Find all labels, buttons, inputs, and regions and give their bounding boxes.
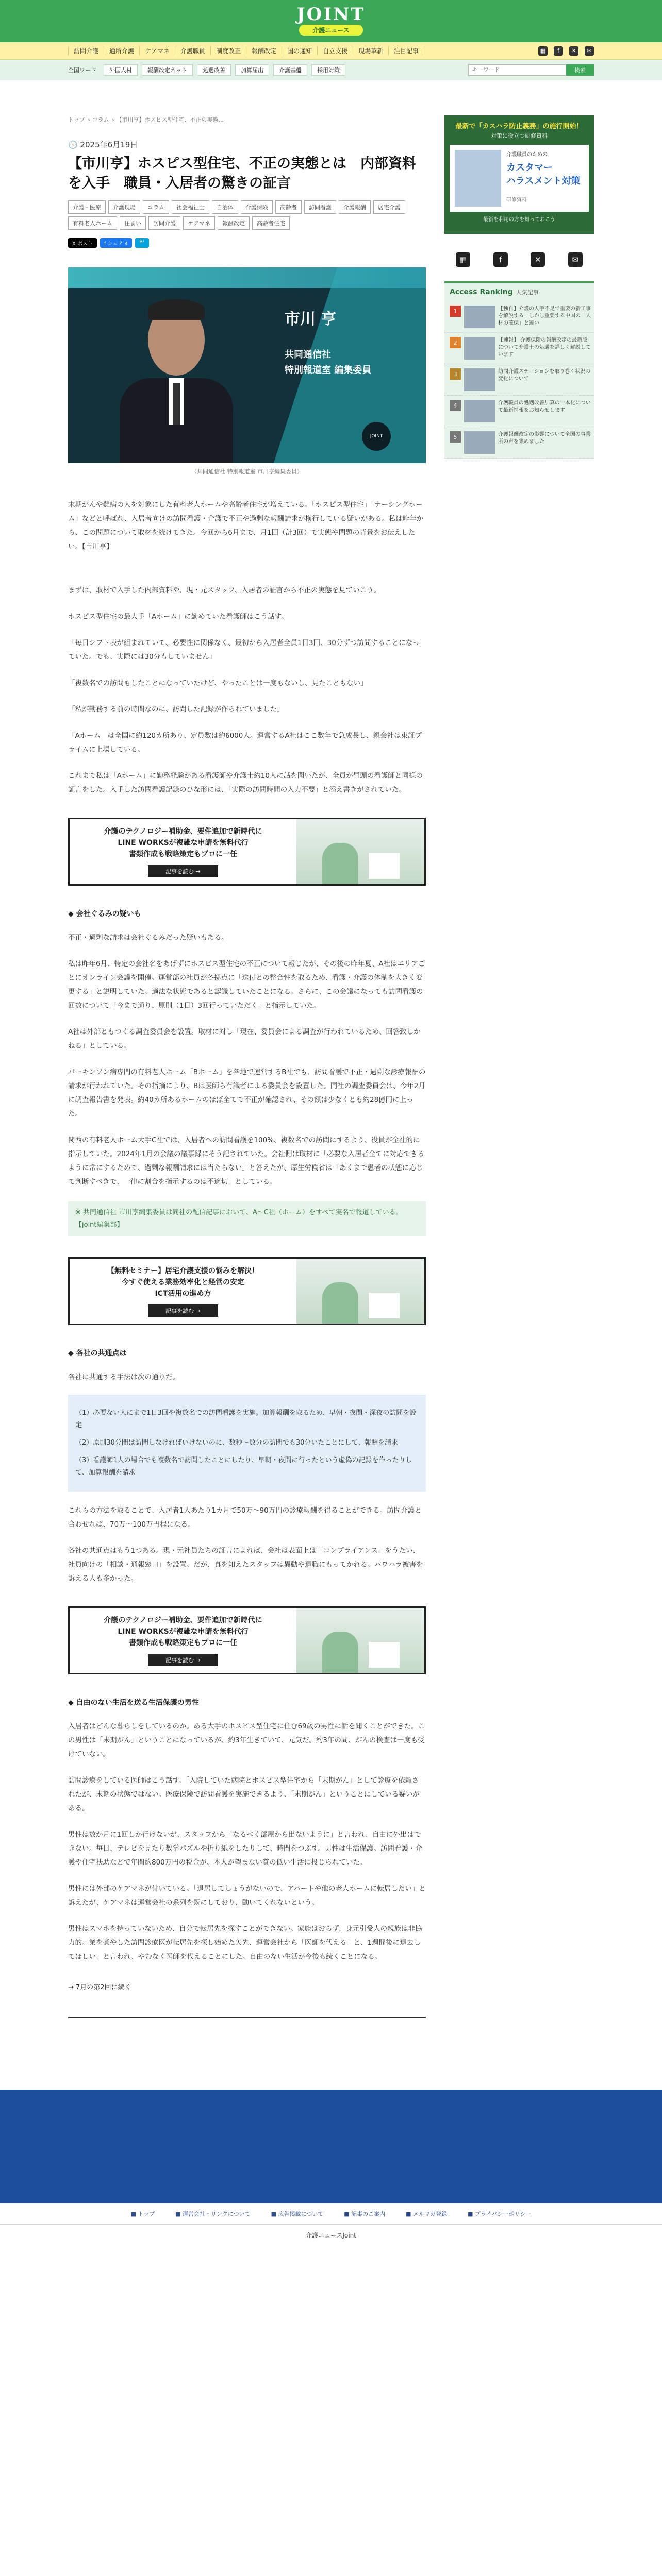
paragraph: 男性は数か月に1回しか行けないが、スタッフから「なるべく部屋から出ないように」と言われ、自由に外出はできない。毎日、テレビを見たり数学パズルや折り紙をしたりして、時間をつぶす。男性は生活保護。訪問看護・介護や住宅扶助などで年間約800万円の税金が、本人が望まない質の低い生活に投じられていた。 [68, 1831, 422, 1867]
search-box [468, 64, 594, 76]
rank-thumbnail [464, 400, 495, 422]
paragraph: 各社に共通する手法は次の通りだ。 [68, 1373, 179, 1381]
ad-banner[interactable] [68, 1606, 426, 1674]
footer-link[interactable]: ■ プライバシーポリシー [468, 2210, 532, 2217]
ad-line: ICT活用の進め方 [155, 1290, 211, 1298]
nav-item[interactable]: 介護職員 [175, 46, 211, 55]
ad-line: 介護のテクノロジー補助金、要件追加で新時代に [104, 1616, 262, 1624]
ad-line: LINE WORKSが複雑な申請を無料代行 [118, 1628, 249, 1636]
rank-title: 介護職員の処遇改善加算の一本化について最新情報をお知らせします [498, 400, 591, 413]
paragraph: 末期がんや難病の人を対象にした有料老人ホームや高齢者住宅が増えている。「ホスピス型住宅」「ナーシングホーム」などと呼ばれ、入居者向けの訪問看護・介護で不正や過剰な報酬請求が横行している疑いがある。私は昨年から、この問題について取材を続けてきた。今回から6月まで、月1回（計3回）で実態や問題の背景をお伝えしたい。【市川亨】 [68, 501, 424, 551]
site-logo[interactable] [152, 4, 510, 36]
nav-item[interactable]: ケアマネ [140, 46, 175, 55]
date-text: 2025年6月19日 [80, 140, 138, 149]
x-icon[interactable]: ✕ [569, 46, 578, 56]
nav-item[interactable]: 現場革新 [353, 46, 389, 55]
ranking-item[interactable] [444, 396, 594, 427]
ranking-item[interactable] [444, 427, 594, 459]
article-date: 🕓 2025年6月19日 [68, 140, 138, 149]
ad-line: 今すぐ使える業務効率化と経営の安定 [122, 1278, 244, 1286]
divider [68, 2017, 426, 2018]
ranking-header: Access Ranking 人気記事 [444, 283, 594, 301]
breadcrumb-item: 【市川亨】ホスピス型住宅、不正の実態... [116, 116, 224, 123]
paragraph: これらの方法を取ることで、入居者1人あたり1カ月で50万〜90万円の診療報酬を得ることができる。訪問介護と合わせれば、70万〜100万円程になる。 [68, 1506, 422, 1529]
ranking-item[interactable] [444, 364, 594, 396]
logo-subtitle: 介護ニュース [299, 25, 362, 36]
ad-line: 書類作成も戦略策定もプロに一任 [129, 1639, 237, 1647]
keyword-tag[interactable]: 外国人材 [104, 64, 138, 76]
paragraph: 各社の共通点はもう1つある。現・元社員たちの証言によれば、会社は表面上は「コンプライアンス」をうたい、社員向けの「相談・通報窓口」を設置。だが、真を知えたスタッフは異動や退職にもってかれる。パワハラ被害を訴える人も多かった。 [68, 1547, 423, 1583]
paragraph: 入居者はどんな暮らしをしているのか。ある大手のホスピス型住宅に住む69歳の男性に話を聞くことができた。この男性は「末期がん」ということになっているが、約3年生きていて、元気だ。約3年の間、がんの検査は一度も受けていない。 [68, 1722, 425, 1758]
keyword-tag[interactable]: 報酬改定ネット [142, 64, 193, 76]
breadcrumb-item[interactable]: コラム [92, 116, 109, 123]
ad-image [296, 1259, 424, 1324]
footer-links [0, 2203, 662, 2225]
copyright: 介護ニュースJoint [306, 2232, 356, 2239]
article-tag[interactable]: 介護報酬 [339, 200, 371, 214]
breadcrumb-item[interactable]: トップ [68, 116, 85, 123]
ranking-item[interactable] [444, 333, 594, 364]
sub-nav [0, 60, 662, 80]
article-tag[interactable]: 自治体 [212, 200, 238, 214]
banner-big-text: カスタマー ハラスメント対策 [506, 162, 581, 187]
header-social [538, 46, 594, 56]
article-tag[interactable]: 訪問看護 [304, 200, 336, 214]
rank-number: 2 [450, 337, 461, 348]
paragraph: 「私が勤務する前の時間なのに、訪問した記録が作られていました」 [68, 705, 284, 714]
article-tag[interactable]: 有料老人ホーム [68, 216, 117, 230]
article-tags [68, 200, 408, 230]
keyword-tag[interactable]: 処遇改善 [197, 64, 231, 76]
paragraph: 関西の有料老人ホーム大手C社では、入居者への訪問看護を100%、複数名での訪問にするよう、役員が全社的に指示していた。2024年1月の会議の議事録にそう記されていた。会社側は取材に「必要な入居者全てに対応できるように常にするためで、過剰な報酬請求には当たらない」と答えたが、厚生労働省は「あくまで患者の状態に応じて判断すべきで、一律に割合を指示するのは不適切」としている。 [68, 1136, 424, 1186]
rank-number: 3 [450, 368, 461, 380]
section-heading: ◆ 会社ぐるみの疑いも [68, 910, 141, 918]
rank-title: 【速報】 介護保険の報酬改定の最新版について介護士の処遇を詳しく解説しています [498, 337, 591, 358]
banner-title: 最新で「カスハラ防止義務」の施行開始！ [455, 123, 583, 130]
rank-thumbnail [464, 306, 495, 328]
article-tag[interactable]: 訪問介護 [148, 216, 180, 230]
paragraph: 「複数名での訪問もしたことになっていたけど、やったことは一度もないし、見たこともない」 [68, 679, 368, 687]
tags-label: 全国ワード [68, 67, 96, 74]
ad-cta-button[interactable]: 記事を読む → [148, 1654, 218, 1666]
share-facebook-button[interactable]: f シェア 4 [100, 238, 132, 248]
paragraph: ホスピス型住宅の最大手「Aホーム」に勤めていた看護師はこう話す。 [68, 613, 288, 621]
hero-badge: JOINT [362, 422, 391, 451]
banner-subtitle: 対策に役立つ研修資料 [491, 132, 548, 139]
next-article-link[interactable]: → 7月の第2回に続く [68, 1984, 131, 1991]
nav-item[interactable]: 国の通知 [282, 46, 318, 55]
paragraph: 不正・過剰な請求は会社ぐるみだった疑いもある。 [68, 934, 228, 942]
paragraph: これまで私は「Aホーム」に勤務経験がある看護師や介護士約10人に話を聞いたが、全員が冒頭の看護師と同様の証言をした。入手した訪問看護記録のひな形には、「実際の訪問時間の入力不要」と添え書きがされていた。 [68, 772, 423, 794]
article-tag[interactable]: 介護・医療 [68, 200, 106, 214]
rank-number: 4 [450, 400, 461, 411]
method-list [68, 1395, 426, 1492]
paragraph: 私は昨年6月、特定の会社名をあげずにホスピス型住宅の不正について報じたが、その後の昨年夏、A社はエリアごとにオンライン会議を開催。運営部の社員が各拠点に「送付との整合性を取るため、看護・介護の体制を大きく変更する」と説明していた。適法な状態であると認識していたことになる。さらに、この会議になっても訪問看護の回数について「今まで通り、原則（1日）3回行っていただく」と指示していた。 [68, 960, 425, 1010]
paragraph: まずは、取材で入手した内部資料や、現・元スタッフ、入居者の証言から不正の実態を見ていこう。 [68, 586, 381, 595]
footer-link[interactable]: ■ 広告掲載について [271, 2210, 324, 2217]
breadcrumb: トップ › コラム › 【市川亨】ホスピス型住宅、不正の実態... [68, 116, 224, 123]
search-button[interactable]: 検索 [566, 64, 594, 76]
section-heading: ◆ 自由のない生活を送る生活保護の男性 [68, 1699, 199, 1707]
article-tag[interactable]: 高齢者住宅 [252, 216, 290, 230]
ad-cta-button[interactable]: 記事を読む → [148, 1304, 218, 1317]
ad-line: 書類作成も戦略策定もプロに一任 [129, 850, 237, 858]
article-tag[interactable]: コラム [143, 200, 169, 214]
paragraph: 男性はスマホを持っていないため、自分で転居先を探すことができない。家族はおらず、身元引受人の親族は非協力的。業を煮やした訪問診療医が転居先を探し始めた矢先、運営会社から「医師を代える」と、1週間後に退去してほしい」と言われ、やむなく医師を代えることにした。自由のない生活が今後も続くことになる。 [68, 1925, 422, 1961]
rank-thumbnail [464, 368, 495, 391]
ranking-item[interactable] [444, 301, 594, 333]
ad-banner[interactable] [68, 1257, 426, 1325]
list-item: （2）原則30分間は訪問しなければいけないのに、数秒〜数分の訪問でも30分いたことにして、報酬を請求 [75, 1439, 399, 1447]
list-item: （3）看護師1人の場合でも複数名で訪問したことにしたり、早朝・夜間に行ったという虚偽の記録を作ったりして、加算報酬を請求 [75, 1456, 412, 1477]
nav-item[interactable]: 通所介護 [104, 46, 140, 55]
rank-title: 介護報酬改定の影響について全国の事業所の声を集めました [498, 432, 591, 445]
image-caption: （共同通信社 特別報道室 市川亨編集委員） [191, 468, 303, 475]
rank-thumbnail [464, 431, 495, 454]
article-tag[interactable]: 居宅介護 [373, 200, 405, 214]
nav-item[interactable]: 訪問介護 [68, 46, 104, 55]
sidebar [444, 92, 594, 1991]
section-heading: ◆ 各社の共通点は [68, 1349, 127, 1358]
list-item: （1）必要ない人にまで1日3回や複数名での訪問看護を実施。加算報酬を取るため、早朝・夜間・深夜の訪問を設定 [75, 1409, 417, 1429]
line-icon[interactable]: ▦ [456, 252, 470, 267]
nav-item[interactable]: 注目記事 [389, 46, 424, 55]
facebook-icon[interactable]: f [554, 46, 563, 56]
share-x-button[interactable]: X ポスト [68, 238, 97, 248]
paragraph: 「毎日シフト表が組まれていて、必要性に関係なく、最初から入居者全員1日3回、30分ずつ訪問することになっていた。でも、実際には30分もしていません」 [68, 639, 420, 661]
paragraph: 「Aホーム」は全国に約120カ所あり、定員数は約6000人。運営するA社はここ数年で急成長し、親会社は東証プライムに上場している。 [68, 732, 422, 754]
ad-line: 介護のテクノロジー補助金、要件追加で新時代に [104, 827, 262, 836]
ad-image [296, 1608, 424, 1673]
article-tag[interactable]: 介護現場 [108, 200, 140, 214]
article-tag[interactable]: 住まい [120, 216, 146, 230]
ad-cta-button[interactable]: 記事を読む → [148, 865, 218, 877]
footer-banner [0, 2090, 662, 2203]
rank-title: 訪問介護ステーションを取り巻く状況の変化について [498, 369, 591, 382]
mail-icon[interactable]: ✉ [585, 46, 594, 56]
article-tag[interactable]: 高齢者 [275, 200, 302, 214]
paragraph: パーキンソン病専門の有料老人ホーム「Bホーム」を各地で運営するB社でも、訪問看護で不正・過剰な診療報酬の請求が行われていた。その指摘により、Bは医師ら有識者による委員会を設置した。同社の調査委員会は、今年2月に調査報告書を発表。約40カ所あるホームのほぼ全てで不正が確認され、その額は少なくとも約28億円に上った。 [68, 1068, 426, 1118]
banner-sub-text: 研修資料 [506, 197, 527, 203]
nav-item[interactable]: 報酬改定 [246, 46, 282, 55]
footer-link[interactable]: ■ メルマガ登録 [406, 2210, 448, 2217]
facebook-icon[interactable]: f [493, 252, 508, 267]
paragraph: 男性には外部のケアマネが付いている。「退居してしょうがないので、アパートや他の老人ホームに転居したい」と訴えたが、ケアマネは運営会社の系列を既にしており、動いてくれないという。 [68, 1885, 426, 1907]
sidebar-banner[interactable] [444, 115, 594, 234]
x-icon[interactable]: ✕ [531, 252, 545, 267]
share-buttons [68, 238, 426, 248]
main-nav [0, 42, 662, 60]
paragraph: 訪問診療をしている医師はこう話す。「入院していた病院とホスピス型住宅から「末期がん」として診療を依頼されたが、末期の状態ではない。医療保険で訪問看護を実施できるよう、「末期がん」ということにしている疑いがある。 [68, 1776, 420, 1812]
article-tag[interactable]: 介護保険 [241, 200, 273, 214]
hero-name: 市川 亨 [285, 310, 337, 328]
article-tag[interactable]: ケアマネ [183, 216, 215, 230]
banner-foot: 最新を利用の方を知っておこう [483, 217, 555, 223]
footer-link[interactable]: ■ トップ [130, 2210, 155, 2217]
article-end [68, 2017, 594, 2018]
line-icon[interactable]: ▦ [538, 46, 548, 56]
ad-banner[interactable] [68, 818, 426, 886]
editor-note: ※ 共同通信社 市川亨編集委員は同社の配信記事において、A〜C社（ホーム）をすべて実名で報道している。【joint編集部】 [68, 1201, 426, 1236]
nav-item[interactable]: 自立支援 [318, 46, 353, 55]
article-tag[interactable]: 社会福祉士 [172, 200, 209, 214]
article-main [68, 92, 426, 1991]
ranking-widget [444, 281, 594, 459]
ad-image [296, 819, 424, 884]
banner-image [455, 150, 501, 207]
rank-number: 1 [450, 306, 461, 317]
keyword-tag[interactable]: 介護基盤 [273, 64, 307, 76]
share-hatena-button[interactable]: B! [135, 238, 149, 248]
ad-line: LINE WORKSが複雑な申請を無料代行 [118, 839, 249, 847]
banner-small-text: 介護職員のための [506, 152, 548, 158]
keyword-tag[interactable]: 加算届出 [235, 64, 269, 76]
footer-link[interactable]: ■ 記事のご案内 [344, 2210, 386, 2217]
mail-icon[interactable]: ✉ [568, 252, 583, 267]
article-title: 【市川亨】ホスピス型住宅、不正の実態とは 内部資料を入手 職員・入居者の驚きの証言 [68, 156, 416, 191]
article-body [68, 498, 426, 1991]
paragraph: A社は外部ともつくる調査委員会を設置。取材に対し「現在、委員会による調査が行われているため、回答致しかねる」としている。 [68, 1028, 421, 1050]
ad-line: 【無料セミナー】居宅介護支援の悩みを解決！ [107, 1267, 259, 1275]
keyword-tag[interactable]: 採用対策 [311, 64, 345, 76]
search-input[interactable] [468, 64, 566, 76]
logo-text: JOINT [296, 4, 366, 25]
footer-link[interactable]: ■ 運営会社・リンクについて [175, 2210, 251, 2217]
brand-bar [0, 0, 662, 42]
nav-item[interactable]: 制度改正 [211, 46, 246, 55]
hero-image [68, 267, 426, 463]
rank-thumbnail [464, 337, 495, 360]
rank-number: 5 [450, 431, 461, 443]
rank-title: 【独自】介護の人手不足で重要の新工事を解説する！しかし重要する中国の「人材の確保」と違い [498, 306, 591, 326]
sidebar-social [444, 252, 594, 267]
article-tag[interactable]: 報酬改定 [218, 216, 250, 230]
hero-role: 共同通信社 特別報道室 編集委員 [285, 349, 372, 376]
